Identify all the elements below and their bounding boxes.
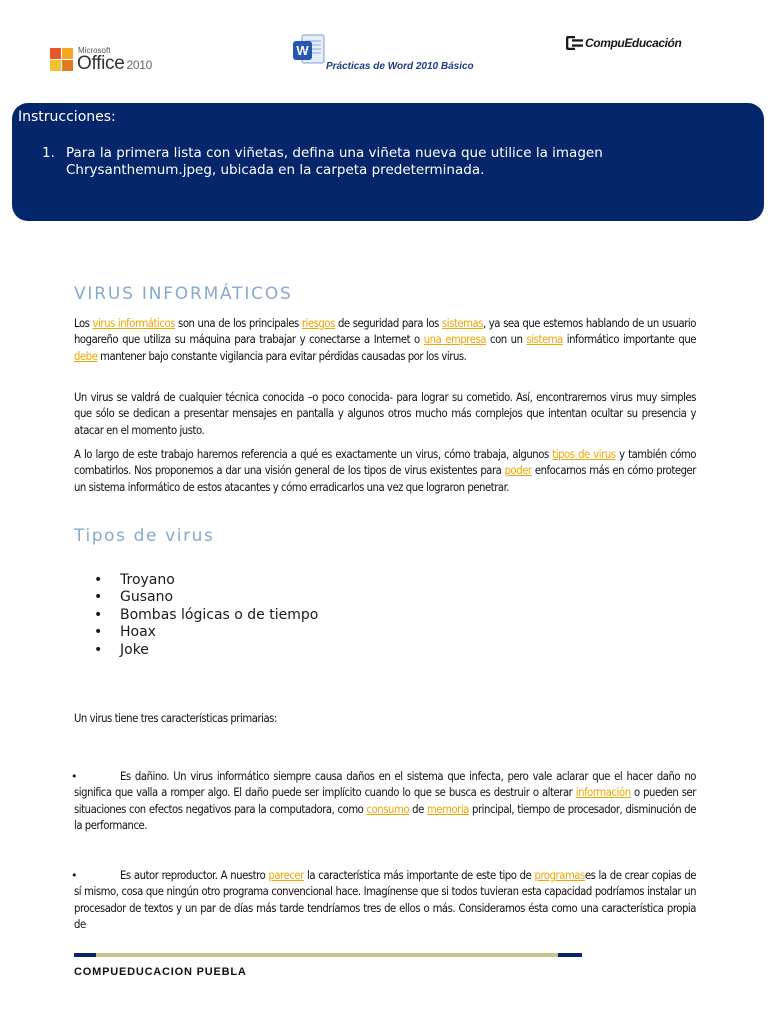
office-version: 2010 bbox=[126, 58, 152, 72]
svg-text:W: W bbox=[296, 43, 309, 58]
paragraph-text: de seguridad para los bbox=[334, 317, 442, 330]
hyperlink[interactable]: sistema bbox=[526, 333, 563, 347]
paragraph-text: o pueden ser situaciones con efectos negativos para la computadora, como bbox=[74, 786, 696, 816]
bullet-marker: • bbox=[71, 770, 78, 783]
hyperlink[interactable]: programas bbox=[534, 869, 585, 882]
paragraph-text: enfocarnos más en cómo proteger un sistema informático de estos atacantes y cómo erradicarlos una vez que lograron penetrar. bbox=[74, 464, 696, 494]
hyperlink[interactable]: una empresa bbox=[423, 333, 487, 347]
instruction-text: Para la primera lista con viñetas, defina una viñeta nueva que utilice la imagen Chrysanthemum.jpeg, ubicada en la carpeta predeterminada. bbox=[66, 145, 603, 178]
paragraph-text: y también cómo combatirlos. Nos proponemos a dar una visión general de los tipos de virus existentes para bbox=[74, 448, 696, 478]
hyperlink[interactable]: consumo bbox=[366, 802, 410, 816]
bullet-marker: • bbox=[71, 869, 78, 882]
virus-types-list bbox=[94, 572, 318, 659]
paragraph-text: son una de los principales bbox=[174, 317, 302, 330]
hyperlink[interactable]: sistemas bbox=[441, 317, 483, 330]
list-item: • Hoax bbox=[94, 624, 318, 641]
page-header bbox=[0, 0, 768, 95]
instructions-list bbox=[42, 145, 742, 179]
paragraph-text: Es autor reproductor. A nuestro bbox=[120, 869, 269, 882]
paragraph-text: , ya sea que estemos hablando de un usuario hogareño que utiliza su máquina para trabajar y conectarse a Internet o bbox=[74, 317, 696, 347]
instruction-item bbox=[42, 145, 742, 179]
hyperlink[interactable]: tipos de virus bbox=[552, 448, 616, 461]
hyperlink[interactable]: virus informáticos bbox=[92, 317, 175, 330]
paragraph-intro bbox=[74, 316, 696, 365]
list-item: • Joke bbox=[94, 642, 318, 659]
paragraph-text: informático importante que bbox=[562, 333, 696, 347]
footer-text: COMPUEDUCACION PUEBLA bbox=[74, 966, 247, 978]
instructions-box bbox=[12, 103, 764, 221]
instructions-title: Instrucciones: bbox=[18, 109, 116, 125]
paragraph-text: Los bbox=[74, 317, 93, 330]
footer-bar-middle bbox=[96, 953, 558, 957]
instruction-number: 1. bbox=[42, 145, 55, 161]
footer-bar-left bbox=[74, 953, 96, 957]
paragraph-techniques bbox=[74, 390, 696, 439]
characteristics-intro: Un virus tiene tres características primarias: bbox=[74, 712, 277, 725]
hyperlink[interactable]: parecer bbox=[268, 869, 304, 882]
characteristic-self-reproducing-text bbox=[74, 869, 696, 931]
office-logo-icon bbox=[50, 48, 74, 72]
hyperlink[interactable]: memoria bbox=[426, 802, 469, 816]
hyperlink[interactable]: información bbox=[575, 786, 631, 800]
office-brand: Microsoft bbox=[78, 46, 111, 55]
footer-bar-right bbox=[558, 953, 582, 957]
list-item: • Gusano bbox=[94, 589, 318, 606]
heading-tipos-de-virus: Tipos de virus bbox=[74, 526, 215, 546]
list-item: • Troyano bbox=[94, 572, 318, 589]
paragraph-text: A lo largo de este trabajo haremos referencia a qué es exactamente un virus, cómo trabaja, algunos bbox=[74, 448, 553, 461]
list-item: • Bombas lógicas o de tiempo bbox=[94, 607, 318, 624]
paragraph-text: principal, tiempo de procesador, disminución de la performance. bbox=[74, 802, 696, 833]
compueducacion-logo-icon bbox=[566, 36, 584, 50]
office-2010-logo bbox=[50, 46, 160, 76]
compueducacion-logo-text: CompuEducación bbox=[585, 36, 682, 50]
paragraph-overview bbox=[74, 447, 696, 496]
office-name: Office 2010 bbox=[77, 53, 152, 74]
paragraph-text: Es dañino. Un virus informático siempre causa daños en el sistema que infecta, pero vale aclarar que el hacer daño no significa que valla a romper algo. El daño puede ser implícito cuando lo que se busca es destruir o alterar bbox=[74, 770, 696, 800]
characteristic-damaging bbox=[74, 769, 696, 835]
document-title: Prácticas de Word 2010 Básico bbox=[326, 61, 474, 72]
word-icon bbox=[292, 32, 326, 68]
paragraph-text: la característica más importante de este tipo de bbox=[303, 869, 535, 882]
characteristic-self-reproducing bbox=[74, 868, 696, 934]
paragraph-text: mantener bajo constante vigilancia para evitar pérdidas causadas por los virus. bbox=[97, 349, 467, 363]
heading-virus-informaticos: VIRUS INFORMÁTICOS bbox=[74, 284, 293, 304]
paragraph-text: Un virus se valdrá de cualquier técnica conocida –o poco conocida- para lograr su cometido. Así, encontraremos virus muy simples que sólo se dedican a presentar mensajes en pantalla y algunos otros mucho más complejos que intentan ocultar su presencia y atacar en el momento justo. bbox=[74, 391, 696, 437]
paragraph-text: con un bbox=[486, 333, 527, 347]
paragraph-text: de bbox=[409, 802, 427, 816]
characteristic-damaging-text bbox=[74, 770, 696, 832]
hyperlink[interactable]: poder bbox=[504, 464, 532, 478]
hyperlink[interactable]: debe bbox=[74, 349, 98, 363]
paragraph-text: es la de crear copias de sí mismo, cosa que ningún otro programa convencional hace. Imagínense que si todos tuvieran esta capacidad podríamos instalar un procesador de textos y un par de días más tarde tendríamos tres de ellos o más. Consideramos ésta como una característica propia de bbox=[74, 869, 696, 932]
hyperlink[interactable]: riesgos bbox=[301, 317, 335, 330]
